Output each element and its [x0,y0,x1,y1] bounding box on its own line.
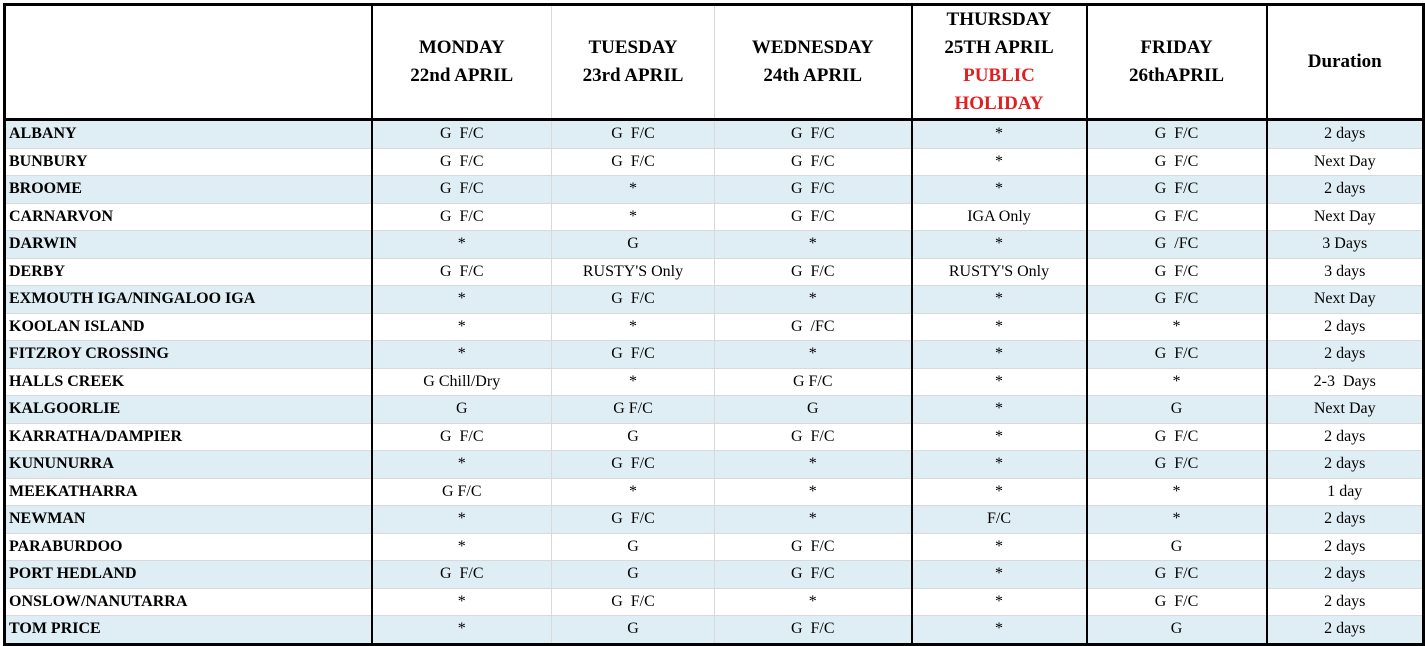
location-name: MEEKATHARRA [5,478,372,506]
cell-thursday: * [912,231,1087,259]
cell-friday: G [1087,533,1267,561]
table-row [5,506,1424,534]
location-name: KOOLAN ISLAND [5,313,372,341]
cell-tuesday: G F/C [552,148,715,176]
cell-thursday: * [912,423,1087,451]
cell-duration: Next Day [1267,396,1424,424]
cell-friday: G F/C [1087,561,1267,589]
delivery-schedule-table [3,3,1425,646]
cell-friday: G F/C [1087,451,1267,479]
schedule-container [3,3,1425,646]
cell-friday: G F/C [1087,120,1267,149]
table-row [5,478,1424,506]
cell-wednesday: G F/C [715,176,912,204]
table-row [5,148,1424,176]
cell-friday: G F/C [1087,148,1267,176]
cell-duration: 2 days [1267,451,1424,479]
cell-thursday: * [912,120,1087,149]
location-name: PARABURDOO [5,533,372,561]
cell-wednesday: * [715,506,912,534]
cell-tuesday: RUSTY'S Only [552,258,715,286]
table-row [5,176,1424,204]
cell-friday: G F/C [1087,203,1267,231]
location-name: DARWIN [5,231,372,259]
cell-wednesday: * [715,478,912,506]
cell-monday: G F/C [372,258,552,286]
cell-duration: 2 days [1267,588,1424,616]
cell-wednesday: * [715,588,912,616]
cell-thursday: * [912,341,1087,369]
public-holiday-label: HOLIDAY [954,93,1044,114]
location-name: HALLS CREEK [5,368,372,396]
cell-wednesday: * [715,286,912,314]
cell-friday: G F/C [1087,588,1267,616]
table-row [5,368,1424,396]
location-name: TOM PRICE [5,616,372,645]
cell-monday: G F/C [372,176,552,204]
header-monday [372,5,552,120]
cell-duration: 1 day [1267,478,1424,506]
cell-monday: * [372,533,552,561]
cell-duration: 2 days [1267,533,1424,561]
location-name: EXMOUTH IGA/NINGALOO IGA [5,286,372,314]
cell-tuesday: G F/C [552,588,715,616]
cell-friday: * [1087,506,1267,534]
table-row [5,203,1424,231]
cell-thursday: * [912,478,1087,506]
cell-tuesday: G F/C [552,506,715,534]
cell-duration: 2 days [1267,423,1424,451]
header-date: 23rd APRIL [582,65,684,86]
cell-monday: G F/C [372,423,552,451]
cell-wednesday: G F/C [715,203,912,231]
cell-thursday: * [912,396,1087,424]
cell-thursday: * [912,561,1087,589]
location-name: PORT HEDLAND [5,561,372,589]
cell-wednesday: G F/C [715,148,912,176]
cell-friday: * [1087,478,1267,506]
cell-friday: * [1087,313,1267,341]
cell-duration: 2 days [1267,341,1424,369]
cell-thursday: RUSTY'S Only [912,258,1087,286]
cell-thursday: * [912,148,1087,176]
table-row [5,423,1424,451]
cell-wednesday: G /FC [715,313,912,341]
location-name: CARNARVON [5,203,372,231]
header-date: 26thAPRIL [1128,65,1224,86]
table-row [5,313,1424,341]
cell-monday: * [372,313,552,341]
cell-thursday: * [912,286,1087,314]
table-row [5,451,1424,479]
cell-friday: G F/C [1087,258,1267,286]
cell-duration: 2-3 Days [1267,368,1424,396]
cell-tuesday: * [552,368,715,396]
cell-thursday: * [912,368,1087,396]
cell-wednesday: G [715,396,912,424]
table-row [5,231,1424,259]
cell-monday: * [372,231,552,259]
cell-duration: 2 days [1267,616,1424,645]
cell-monday: * [372,286,552,314]
cell-wednesday: G F/C [715,533,912,561]
cell-friday: G /FC [1087,231,1267,259]
cell-monday: * [372,588,552,616]
cell-wednesday: G F/C [715,616,912,645]
location-name: BUNBURY [5,148,372,176]
table-row [5,616,1424,645]
header-tuesday [552,5,715,120]
table-row [5,286,1424,314]
header-row [5,5,1424,120]
cell-duration: Next Day [1267,203,1424,231]
location-name: FITZROY CROSSING [5,341,372,369]
cell-tuesday: G [552,231,715,259]
cell-tuesday: G F/C [552,341,715,369]
cell-monday: G F/C [372,148,552,176]
cell-tuesday: G F/C [552,451,715,479]
header-day: WEDNESDAY [751,37,874,58]
cell-wednesday: G F/C [715,120,912,149]
table-row [5,341,1424,369]
public-holiday-label: PUBLIC [963,65,1035,86]
cell-monday: G F/C [372,561,552,589]
cell-monday: * [372,616,552,645]
header-day: FRIDAY [1140,37,1213,58]
cell-duration: 3 Days [1267,231,1424,259]
cell-tuesday: * [552,203,715,231]
header-date: 22nd APRIL [410,65,514,86]
location-name: KUNUNURRA [5,451,372,479]
table-row [5,258,1424,286]
header-duration [1267,5,1424,120]
cell-tuesday: * [552,176,715,204]
cell-monday: G Chill/Dry [372,368,552,396]
location-name: NEWMAN [5,506,372,534]
cell-tuesday: G F/C [552,286,715,314]
header-date: 25TH APRIL [944,37,1054,58]
location-name: ALBANY [5,120,372,149]
table-row [5,533,1424,561]
cell-tuesday: G [552,423,715,451]
cell-wednesday: * [715,341,912,369]
location-name: DERBY [5,258,372,286]
cell-friday: G F/C [1087,341,1267,369]
cell-monday: G F/C [372,120,552,149]
cell-thursday: IGA Only [912,203,1087,231]
header-thursday [912,5,1087,120]
table-row [5,396,1424,424]
header-day: THURSDAY [946,9,1052,30]
cell-monday: * [372,451,552,479]
cell-tuesday: * [552,478,715,506]
table-row [5,120,1424,149]
cell-friday: G F/C [1087,423,1267,451]
cell-friday: G [1087,616,1267,645]
location-name: KARRATHA/DAMPIER [5,423,372,451]
cell-friday: * [1087,368,1267,396]
cell-thursday: * [912,588,1087,616]
cell-monday: * [372,341,552,369]
cell-thursday: * [912,533,1087,561]
location-name: KALGOORLIE [5,396,372,424]
cell-wednesday: G F/C [715,561,912,589]
cell-tuesday: G F/C [552,120,715,149]
cell-monday: G F/C [372,478,552,506]
cell-duration: Next Day [1267,148,1424,176]
cell-friday: G [1087,396,1267,424]
cell-duration: 2 days [1267,506,1424,534]
header-date: 24th APRIL [763,65,863,86]
cell-wednesday: G F/C [715,368,912,396]
cell-duration: 2 days [1267,120,1424,149]
cell-thursday: * [912,616,1087,645]
cell-tuesday: G F/C [552,396,715,424]
cell-duration: 2 days [1267,561,1424,589]
header-day: MONDAY [418,37,505,58]
cell-duration: 2 days [1267,313,1424,341]
location-name: ONSLOW/NANUTARRA [5,588,372,616]
header-friday [1087,5,1267,120]
cell-wednesday: G F/C [715,258,912,286]
cell-wednesday: * [715,231,912,259]
cell-monday: G F/C [372,203,552,231]
corner-cell [5,5,372,120]
cell-wednesday: G F/C [715,423,912,451]
cell-tuesday: G [552,561,715,589]
cell-duration: 2 days [1267,176,1424,204]
header-day: TUESDAY [588,37,678,58]
cell-friday: G F/C [1087,286,1267,314]
cell-friday: G F/C [1087,176,1267,204]
cell-duration: 3 days [1267,258,1424,286]
table-row [5,561,1424,589]
cell-wednesday: * [715,451,912,479]
cell-thursday: F/C [912,506,1087,534]
cell-monday: * [372,506,552,534]
cell-duration: Next Day [1267,286,1424,314]
cell-thursday: * [912,176,1087,204]
schedule-body [5,120,1424,645]
cell-tuesday: G [552,616,715,645]
cell-thursday: * [912,313,1087,341]
cell-tuesday: G [552,533,715,561]
header-wednesday [715,5,912,120]
header-duration-label: Duration [1307,51,1382,72]
cell-thursday: * [912,451,1087,479]
table-row [5,588,1424,616]
cell-tuesday: * [552,313,715,341]
location-name: BROOME [5,176,372,204]
cell-monday: G [372,396,552,424]
